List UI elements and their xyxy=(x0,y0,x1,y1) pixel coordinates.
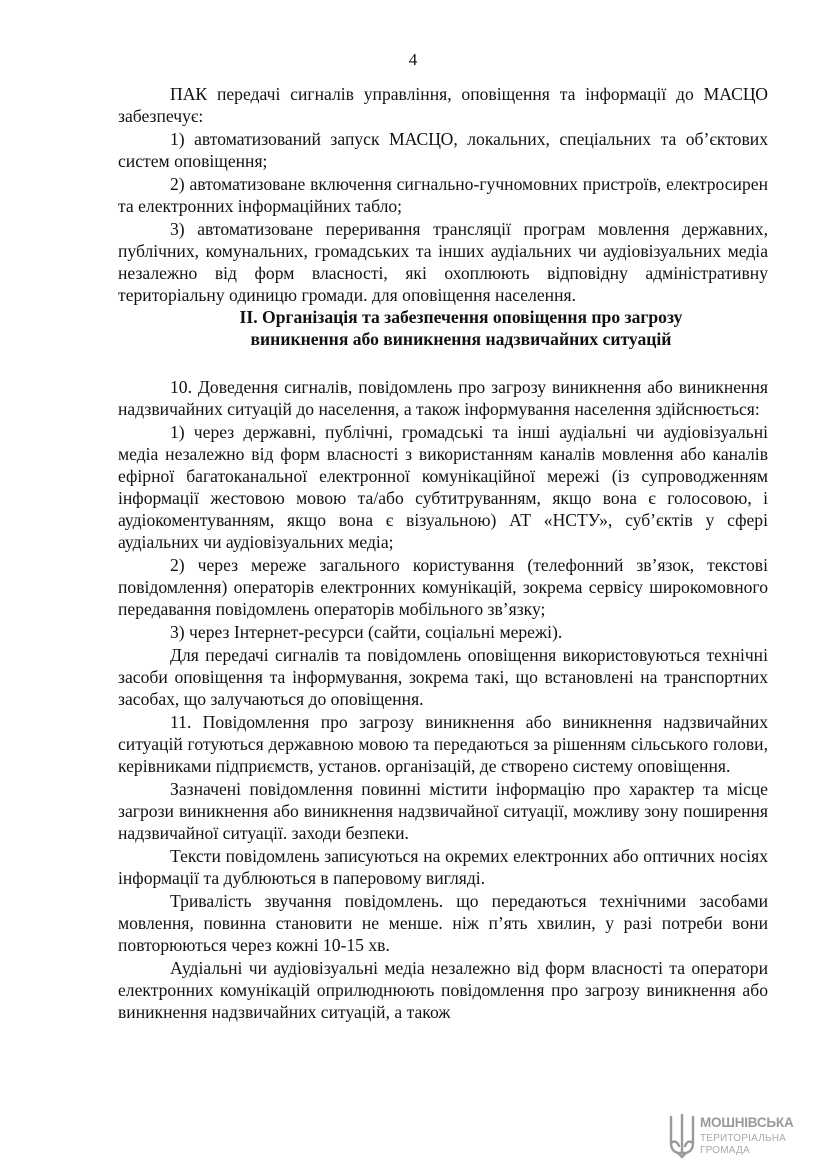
clause-list-item: 1) через державні, публічні, громадські та інші аудіальні чи аудіовізуальні медіа незалежно від форм власності з використанням каналів мовлення або каналів ефірної багатоканальної електронної комунікаційної мережі (із супроводженням інформації жестовою мовою та/або субтитруванням, якщо вона є голосовою, і аудіокоментуванням, якщо вона є візуальною) АТ «НСТУ», суб’єктів у сфері аудіальних чи аудіовізуальних медіа; xyxy=(118,422,768,552)
section-heading-line: виникнення або виникнення надзвичайних ситуацій xyxy=(250,329,672,349)
community-watermark xyxy=(668,1113,824,1165)
intro-list-item: 3) автоматизоване переривання трансляції програм мовлення державних, публічних, комунальних, громадських та інших аудіальних чи аудіовізуальних медіа незалежно від форм власності, які охоплюють відповідну адміністративну територіальну одиницю громади. для оповіщення населення. xyxy=(118,219,768,305)
body-paragraph: Для передачі сигналів та повідомлень оповіщення використовуються технічні засоби оповіщення та інформування, зокрема такі, що встановлені на транспортних засобах, що залучаються до оповіщення. xyxy=(118,645,768,709)
intro-paragraph: ПАК передачі сигналів управління, оповіщення та інформації до МАСЦО забезпечує: xyxy=(118,84,768,126)
body-paragraph: Аудіальні чи аудіовізуальні медіа незалежно від форм власності та оператори електронних комунікацій оприлюднюють повідомлення про загрозу виникнення або виникнення надзвичайних ситуацій, а також xyxy=(118,958,768,1022)
clause-list-item: 3) через Інтернет-ресурси (сайти, соціальні мережі). xyxy=(170,622,563,642)
body-paragraph: Тексти повідомлень записуються на окремих електронних або оптичних носіях інформації та дублюються в паперовому вигляді. xyxy=(118,846,768,888)
body-paragraph: Тривалість звучання повідомлень. що передаються технічними засобами мовлення, повинна становити не менше. ніж п’ять хвилин, у разі потреби вони повторюються через кожні 10-15 хв. xyxy=(118,891,768,955)
clause-list-item: 2) через мереже загального користування (телефонний зв’язок, текстові повідомлення) операторів електронних комунікацій, зокрема сервісу широкомовного передавання повідомлень операторів мобільного зв’язку; xyxy=(118,555,768,619)
watermark-title: МОШНІВСЬКА xyxy=(700,1115,794,1130)
document-body xyxy=(118,83,768,1023)
trident-icon xyxy=(668,1113,696,1159)
watermark-subtitle: ГРОМАДА xyxy=(700,1145,750,1156)
section-heading-line: ІІ. Організація та забезпечення оповіщення про загрозу xyxy=(239,307,683,327)
intro-list-item: 2) автоматизоване включення сигнально-гучномовних пристроїв, електросирен та електронних інформаційних табло; xyxy=(118,174,768,216)
section-heading xyxy=(118,306,768,350)
clause-paragraph: 11. Повідомлення про загрозу виникнення або виникнення надзвичайних ситуацій готуються державною мовою та передаються за рішенням сільського голови, керівниками підприємств, установ. організацій, де створено систему оповіщення. xyxy=(118,712,768,776)
body-paragraph: Зазначені повідомлення повинні містити інформацію про характер та місце загрози виникнення або виникнення надзвичайної ситуації, можливу зону поширення надзвичайної ситуації. заходи безпеки. xyxy=(118,779,768,843)
intro-list-item: 1) автоматизований запуск МАСЦО, локальних, спеціальних та об’єктових систем оповіщення; xyxy=(118,129,768,171)
watermark-subtitle: ТЕРИТОРІАЛЬНА xyxy=(700,1133,787,1144)
page-number: 4 xyxy=(408,50,418,69)
spacer xyxy=(118,350,768,376)
clause-paragraph: 10. Доведення сигналів, повідомлень про загрозу виникнення або виникнення надзвичайних ситуацій до населення, а також інформування населення здійснюється: xyxy=(118,377,768,419)
